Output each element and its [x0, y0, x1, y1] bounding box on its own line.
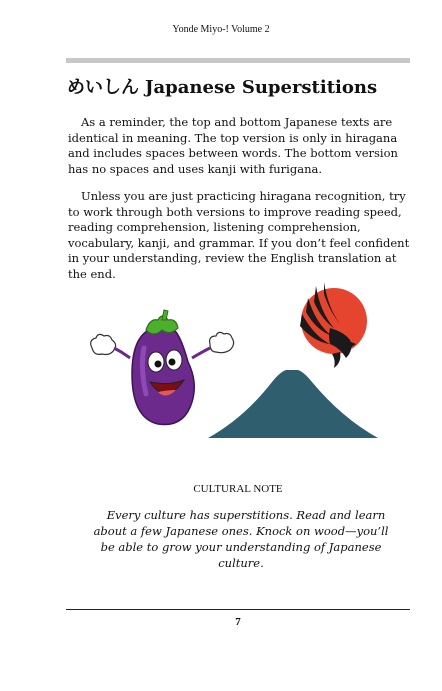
mount-fuji-icon [208, 370, 378, 438]
left-glove-icon [91, 334, 130, 358]
intro-paragraph-1: As a reminder, the top and bottom Japanese texts are identical in meaning. The top version is only in hiragana and includes spaces between words. The bottom version has no spaces and uses kanji with furigana. [68, 115, 398, 176]
footer-rule [66, 609, 410, 610]
right-glove-icon [192, 332, 234, 358]
illustration [84, 278, 384, 448]
cultural-note-heading: CULTURAL NOTE [193, 483, 283, 495]
chapter-title-japanese: めいしん [67, 77, 139, 98]
intro-paragraph-2: Unless you are just practicing hiragana recognition, try to work through both versions to improve reading speed, reading comprehension, listening comprehension, vocabulary, kanji, and grammar. If you don’t feel confident in your understanding, review the English translation at the end. [68, 189, 410, 281]
chapter-title-english: Japanese Superstitions [145, 77, 378, 98]
cultural-note-body: Every culture has superstitions. Read and learn about a few Japanese ones. Knock on wood—you’ll be able to grow your understanding of Japanese culture. [93, 508, 389, 570]
running-head: Yonde Miyo-! Volume 2 [172, 24, 270, 35]
top-rule [66, 58, 410, 63]
page-number: 7 [235, 616, 241, 628]
eggplant-mascot-icon [91, 310, 234, 425]
chapter-title [67, 73, 377, 99]
